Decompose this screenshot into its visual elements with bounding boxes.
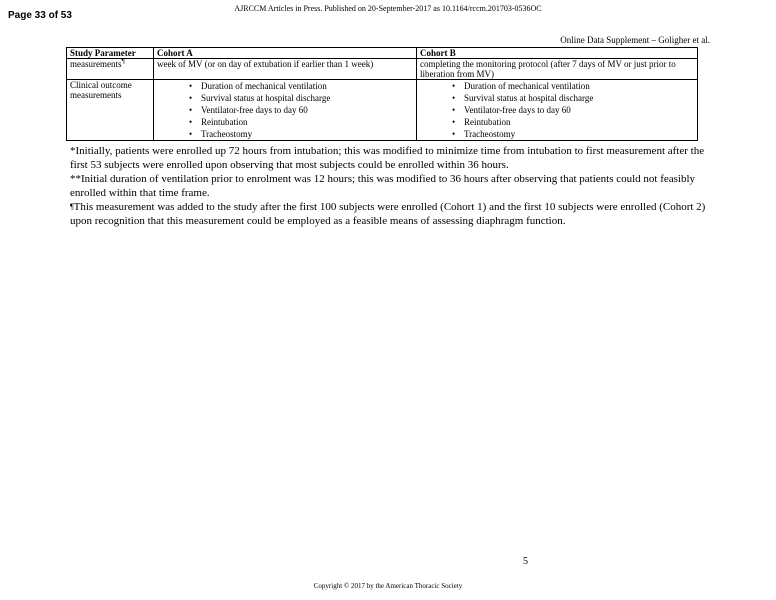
footnotes <box>70 144 710 228</box>
row-label-measurements <box>67 59 154 80</box>
bullet-icon: • <box>189 81 193 91</box>
bullet-icon: • <box>189 93 193 103</box>
cohort-a-outcome-list <box>157 80 413 140</box>
bullet-icon: • <box>189 105 193 115</box>
header-cohort-a: Cohort A <box>154 48 417 59</box>
cohort-b-outcomes <box>417 80 698 141</box>
cohort-b-measurements: completing the monitoring protocol (after 7 days of MV or just prior to liberation from MV) <box>417 59 698 80</box>
pilcrow-mark: ¶ <box>121 57 125 65</box>
list-item <box>189 116 413 128</box>
header-cohort-b: Cohort B <box>417 48 698 59</box>
bullet-icon: • <box>452 81 456 91</box>
study-parameters-table <box>66 47 698 141</box>
outcome-text: Reintubation <box>464 117 511 127</box>
outcome-text: Survival status at hospital discharge <box>201 93 331 103</box>
outcome-text: Ventilator-free days to day 60 <box>464 105 571 115</box>
list-item <box>189 92 413 104</box>
footnote-measurement-added <box>70 200 710 228</box>
bullet-icon: • <box>189 129 193 139</box>
bullet-icon: • <box>452 117 456 127</box>
outcome-text: Reintubation <box>201 117 248 127</box>
bullet-icon: • <box>452 129 456 139</box>
outcome-text: Survival status at hospital discharge <box>464 93 594 103</box>
outcome-text: Tracheostomy <box>464 129 516 139</box>
row-label-outcomes: Clinical outcome measurements <box>67 80 154 141</box>
footnote-measurement-text: This measurement was added to the study after the first 100 subjects were enrolled (Cohort 1) and the first 10 subjects were enrolled (Cohort 2) upon recognition that this measurement could be employed as a feasible means of assessing diaphragm function. <box>70 201 706 227</box>
cohort-b-outcome-list <box>420 80 694 140</box>
page-number: 5 <box>523 556 528 567</box>
list-item <box>452 116 694 128</box>
bullet-icon: • <box>189 117 193 127</box>
cohort-a-outcomes <box>154 80 417 141</box>
bullet-icon: • <box>452 105 456 115</box>
bullet-icon: • <box>452 93 456 103</box>
footnote-ventilation-duration: **Initial duration of ventilation prior to enrolment was 12 hours; this was modified to 36 hours after observing that patients could not feasibly enrolled within that time frame. <box>70 173 696 199</box>
list-item <box>452 104 694 116</box>
outcome-text: Duration of mechanical ventilation <box>464 81 590 91</box>
pilcrow-mark: ¶ <box>70 202 74 211</box>
table-row <box>67 80 698 141</box>
outcome-text: Duration of mechanical ventilation <box>201 81 327 91</box>
page-indicator: Page 33 of 53 <box>8 10 72 21</box>
measurements-label: measurements <box>70 59 122 69</box>
list-item <box>452 80 694 92</box>
header-study-parameter: Study Parameter <box>67 48 154 59</box>
list-item <box>189 104 413 116</box>
copyright-notice: Copyright © 2017 by the American Thoracic Society <box>313 582 463 590</box>
list-item <box>189 128 413 140</box>
list-item <box>452 92 694 104</box>
supplement-header: Online Data Supplement – Goligher et al. <box>560 35 710 45</box>
cohort-a-measurements: week of MV (or on day of extubation if earlier than 1 week) <box>154 59 417 80</box>
list-item <box>189 80 413 92</box>
table-header-row <box>67 48 698 59</box>
table-row <box>67 59 698 80</box>
list-item <box>452 128 694 140</box>
outcome-text: Ventilator-free days to day 60 <box>201 105 308 115</box>
journal-banner: AJRCCM Articles in Press. Published on 20-September-2017 as 10.1164/rccm.201703-0536OC <box>234 4 542 13</box>
outcome-text: Tracheostomy <box>201 129 253 139</box>
footnote-enrollment-window: *Initially, patients were enrolled up 72 hours from intubation; this was modified to minimize time from intubation to first measurement after the first 53 subjects were enrolled upon observing that most subjects could be enrolled within 36 hours. <box>70 145 705 171</box>
